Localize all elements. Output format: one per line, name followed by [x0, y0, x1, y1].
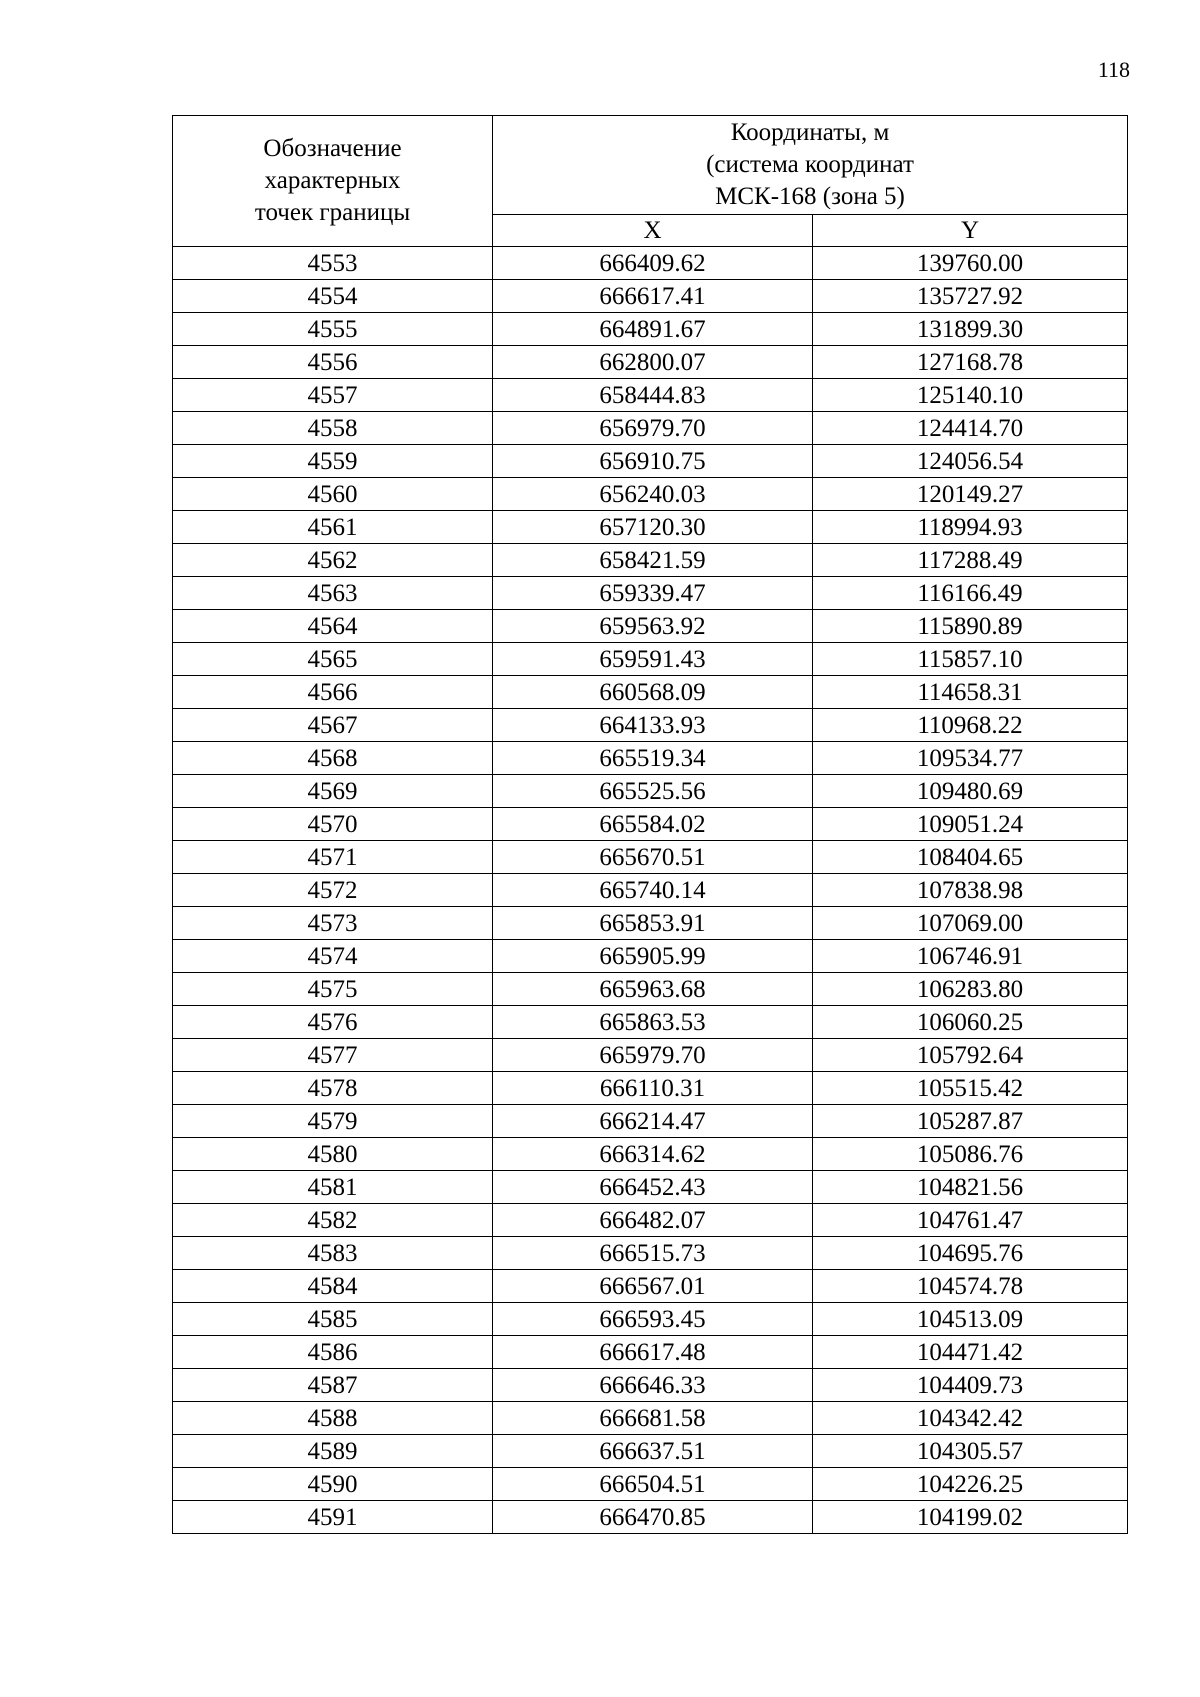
point-id-cell: 4577: [173, 1039, 493, 1072]
point-id-cell: 4583: [173, 1237, 493, 1270]
y-coordinate-cell: 104574.78: [813, 1270, 1128, 1303]
point-id-cell: 4566: [173, 676, 493, 709]
x-coordinate-cell: 656910.75: [493, 445, 813, 478]
y-coordinate-cell: 104342.42: [813, 1402, 1128, 1435]
point-id-cell: 4569: [173, 775, 493, 808]
x-coordinate-cell: 660568.09: [493, 676, 813, 709]
y-coordinate-cell: 127168.78: [813, 346, 1128, 379]
x-coordinate-cell: 666515.73: [493, 1237, 813, 1270]
header-points: [173, 116, 493, 247]
y-coordinate-cell: 104761.47: [813, 1204, 1128, 1237]
x-coordinate-cell: 665740.14: [493, 874, 813, 907]
point-id-cell: 4554: [173, 280, 493, 313]
table-row: [173, 346, 1128, 379]
y-coordinate-cell: 106746.91: [813, 940, 1128, 973]
table-row: [173, 874, 1128, 907]
table-row: [173, 1006, 1128, 1039]
coordinates-table: [172, 115, 1128, 1534]
table-row: [173, 973, 1128, 1006]
point-id-cell: 4553: [173, 247, 493, 280]
x-coordinate-cell: 666314.62: [493, 1138, 813, 1171]
table-header: [173, 116, 1128, 247]
y-coordinate-cell: 116166.49: [813, 577, 1128, 610]
table-row: [173, 511, 1128, 544]
header-coordinates-label: Координаты, м (система координат МСК-168 (зона 5): [706, 119, 914, 210]
point-id-cell: 4579: [173, 1105, 493, 1138]
y-coordinate-cell: 104513.09: [813, 1303, 1128, 1336]
table-row: [173, 1501, 1128, 1534]
table-row: [173, 808, 1128, 841]
y-coordinate-cell: 131899.30: [813, 313, 1128, 346]
x-coordinate-cell: 665525.56: [493, 775, 813, 808]
x-coordinate-cell: 666214.47: [493, 1105, 813, 1138]
x-coordinate-cell: 658444.83: [493, 379, 813, 412]
table-row: [173, 1171, 1128, 1204]
table-row: [173, 1369, 1128, 1402]
point-id-cell: 4588: [173, 1402, 493, 1435]
y-coordinate-cell: 106283.80: [813, 973, 1128, 1006]
table-row: [173, 643, 1128, 676]
y-coordinate-cell: 107069.00: [813, 907, 1128, 940]
point-id-cell: 4575: [173, 973, 493, 1006]
y-coordinate-cell: 105792.64: [813, 1039, 1128, 1072]
y-coordinate-cell: 106060.25: [813, 1006, 1128, 1039]
x-coordinate-cell: 662800.07: [493, 346, 813, 379]
table-row: [173, 676, 1128, 709]
y-coordinate-cell: 109051.24: [813, 808, 1128, 841]
y-coordinate-cell: 109480.69: [813, 775, 1128, 808]
y-coordinate-cell: 115890.89: [813, 610, 1128, 643]
table-row: [173, 1270, 1128, 1303]
table-row: [173, 478, 1128, 511]
point-id-cell: 4570: [173, 808, 493, 841]
x-coordinate-cell: 656979.70: [493, 412, 813, 445]
y-coordinate-cell: 107838.98: [813, 874, 1128, 907]
point-id-cell: 4591: [173, 1501, 493, 1534]
x-coordinate-cell: 666470.85: [493, 1501, 813, 1534]
page-number: 118: [1097, 57, 1130, 82]
point-id-cell: 4567: [173, 709, 493, 742]
x-coordinate-cell: 665670.51: [493, 841, 813, 874]
point-id-cell: 4556: [173, 346, 493, 379]
point-id-cell: 4563: [173, 577, 493, 610]
point-id-cell: 4581: [173, 1171, 493, 1204]
x-coordinate-cell: 665584.02: [493, 808, 813, 841]
point-id-cell: 4571: [173, 841, 493, 874]
x-coordinate-cell: 666681.58: [493, 1402, 813, 1435]
x-coordinate-cell: 658421.59: [493, 544, 813, 577]
y-coordinate-cell: 118994.93: [813, 511, 1128, 544]
table-row: [173, 1303, 1128, 1336]
point-id-cell: 4587: [173, 1369, 493, 1402]
table-row: [173, 1204, 1128, 1237]
y-coordinate-cell: 110968.22: [813, 709, 1128, 742]
y-coordinate-cell: 105086.76: [813, 1138, 1128, 1171]
point-id-cell: 4560: [173, 478, 493, 511]
point-id-cell: 4580: [173, 1138, 493, 1171]
table-row: [173, 313, 1128, 346]
table-row: [173, 412, 1128, 445]
x-coordinate-cell: 666617.41: [493, 280, 813, 313]
y-coordinate-cell: 104821.56: [813, 1171, 1128, 1204]
x-coordinate-cell: 666646.33: [493, 1369, 813, 1402]
point-id-cell: 4557: [173, 379, 493, 412]
x-coordinate-cell: 666110.31: [493, 1072, 813, 1105]
point-id-cell: 4576: [173, 1006, 493, 1039]
x-coordinate-cell: 666452.43: [493, 1171, 813, 1204]
point-id-cell: 4578: [173, 1072, 493, 1105]
x-coordinate-cell: 666637.51: [493, 1435, 813, 1468]
header-y: Y: [813, 215, 1128, 247]
y-coordinate-cell: 135727.92: [813, 280, 1128, 313]
table-row: [173, 1468, 1128, 1501]
x-coordinate-cell: 665905.99: [493, 940, 813, 973]
point-id-cell: 4582: [173, 1204, 493, 1237]
y-coordinate-cell: 124414.70: [813, 412, 1128, 445]
y-coordinate-cell: 108404.65: [813, 841, 1128, 874]
y-coordinate-cell: 105287.87: [813, 1105, 1128, 1138]
point-id-cell: 4555: [173, 313, 493, 346]
x-coordinate-cell: 666504.51: [493, 1468, 813, 1501]
x-coordinate-cell: 666482.07: [493, 1204, 813, 1237]
y-coordinate-cell: 120149.27: [813, 478, 1128, 511]
y-coordinate-cell: 104409.73: [813, 1369, 1128, 1402]
x-coordinate-cell: 659591.43: [493, 643, 813, 676]
table-row: [173, 742, 1128, 775]
x-coordinate-cell: 666409.62: [493, 247, 813, 280]
y-coordinate-cell: 105515.42: [813, 1072, 1128, 1105]
point-id-cell: 4572: [173, 874, 493, 907]
y-coordinate-cell: 114658.31: [813, 676, 1128, 709]
x-coordinate-cell: 659563.92: [493, 610, 813, 643]
table-body: [173, 247, 1128, 1534]
point-id-cell: 4568: [173, 742, 493, 775]
point-id-cell: 4562: [173, 544, 493, 577]
header-points-label: Обозначение характерных точек границы: [254, 135, 411, 226]
point-id-cell: 4589: [173, 1435, 493, 1468]
table-row: [173, 247, 1128, 280]
table-row: [173, 1072, 1128, 1105]
x-coordinate-cell: 659339.47: [493, 577, 813, 610]
point-id-cell: 4559: [173, 445, 493, 478]
x-coordinate-cell: 666617.48: [493, 1336, 813, 1369]
point-id-cell: 4574: [173, 940, 493, 973]
table-row: [173, 1402, 1128, 1435]
table-row: [173, 610, 1128, 643]
point-id-cell: 4564: [173, 610, 493, 643]
table-row: [173, 907, 1128, 940]
x-coordinate-cell: 665863.53: [493, 1006, 813, 1039]
point-id-cell: 4585: [173, 1303, 493, 1336]
y-coordinate-cell: 104695.76: [813, 1237, 1128, 1270]
table-row: [173, 379, 1128, 412]
y-coordinate-cell: 104226.25: [813, 1468, 1128, 1501]
table-row: [173, 841, 1128, 874]
table-row: [173, 775, 1128, 808]
y-coordinate-cell: 115857.10: [813, 643, 1128, 676]
y-coordinate-cell: 125140.10: [813, 379, 1128, 412]
y-coordinate-cell: 104199.02: [813, 1501, 1128, 1534]
table-row: [173, 1105, 1128, 1138]
point-id-cell: 4584: [173, 1270, 493, 1303]
table-row: [173, 445, 1128, 478]
header-x: X: [493, 215, 813, 247]
y-coordinate-cell: 104471.42: [813, 1336, 1128, 1369]
table-row: [173, 709, 1128, 742]
table-row: [173, 577, 1128, 610]
point-id-cell: 4558: [173, 412, 493, 445]
x-coordinate-cell: 665963.68: [493, 973, 813, 1006]
header-coordinates: [493, 116, 1128, 215]
y-coordinate-cell: 109534.77: [813, 742, 1128, 775]
y-coordinate-cell: 104305.57: [813, 1435, 1128, 1468]
x-coordinate-cell: 666567.01: [493, 1270, 813, 1303]
point-id-cell: 4573: [173, 907, 493, 940]
x-coordinate-cell: 664133.93: [493, 709, 813, 742]
x-coordinate-cell: 664891.67: [493, 313, 813, 346]
point-id-cell: 4586: [173, 1336, 493, 1369]
x-coordinate-cell: 657120.30: [493, 511, 813, 544]
y-coordinate-cell: 117288.49: [813, 544, 1128, 577]
point-id-cell: 4590: [173, 1468, 493, 1501]
point-id-cell: 4561: [173, 511, 493, 544]
table-row: [173, 280, 1128, 313]
table-row: [173, 1138, 1128, 1171]
table-row: [173, 1336, 1128, 1369]
table-row: [173, 1237, 1128, 1270]
x-coordinate-cell: 665519.34: [493, 742, 813, 775]
y-coordinate-cell: 124056.54: [813, 445, 1128, 478]
table-row: [173, 544, 1128, 577]
x-coordinate-cell: 665979.70: [493, 1039, 813, 1072]
x-coordinate-cell: 666593.45: [493, 1303, 813, 1336]
table-row: [173, 1435, 1128, 1468]
x-coordinate-cell: 656240.03: [493, 478, 813, 511]
point-id-cell: 4565: [173, 643, 493, 676]
y-coordinate-cell: 139760.00: [813, 247, 1128, 280]
table-row: [173, 940, 1128, 973]
x-coordinate-cell: 665853.91: [493, 907, 813, 940]
table-row: [173, 1039, 1128, 1072]
